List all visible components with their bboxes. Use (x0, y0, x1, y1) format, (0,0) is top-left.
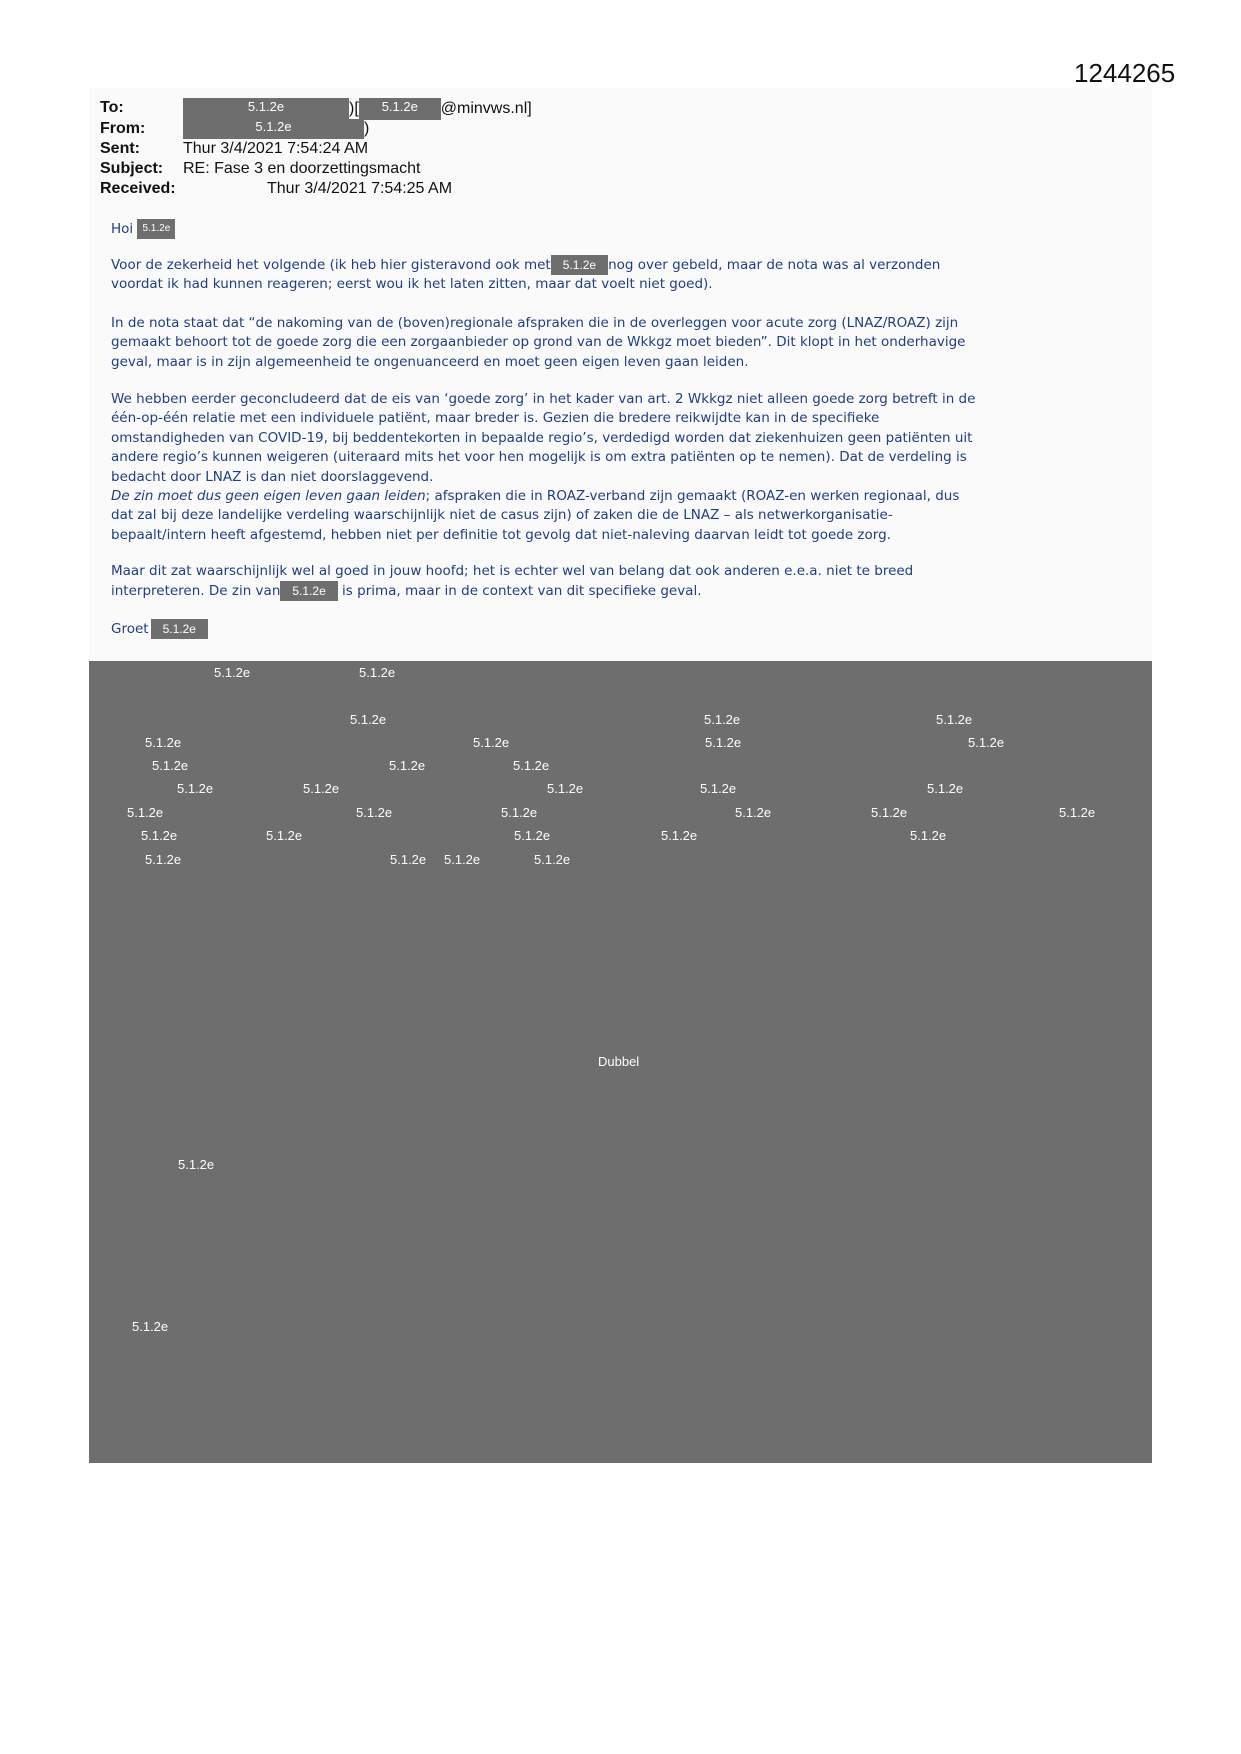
paragraph-4 (111, 562, 913, 602)
redaction: 5.1.2e (551, 255, 608, 275)
subject-label: Subject: (100, 160, 164, 177)
redaction-label: 5.1.2e (303, 781, 340, 796)
text: is prima, maar in de context van dit specifieke geval. (337, 583, 702, 600)
redaction-label: 5.1.2e (936, 712, 973, 727)
received-label: Received: (100, 180, 176, 197)
redaction-label: 5.1.2e (871, 805, 908, 820)
redaction-label: 5.1.2e (178, 1157, 215, 1172)
redaction: 5.1.2e (151, 619, 208, 639)
received-value: Thur 3/4/2021 7:54:25 AM (267, 180, 453, 197)
redaction-label: 5.1.2e (514, 828, 551, 843)
text: nog over gebeld, maar de nota was al verzonden (608, 257, 941, 273)
text: andere regio’s kunnen weigeren (uiteraard mits het voor hen mogelijk is om extra patiënten op te nemen). Dat de verdeling is (111, 449, 967, 466)
paragraph-1 (111, 255, 940, 295)
redaction-label: 5.1.2e (359, 665, 396, 680)
text: gemaakt behoort tot de goede zorg die een zorgaanbieder op grond van de Wkkgz moet bieden”. Dit klopt in het onderhavige (111, 334, 966, 351)
text: bepaalt/intern heeft afgestemd, hebben niet per definitie tot gevolg dat niet-naleving daarvan leidt tot goede zorg. (111, 526, 891, 543)
redaction-label: 5.1.2e (390, 852, 427, 867)
redaction-label: 5.1.2e (356, 805, 393, 820)
text: ; afspraken die in ROAZ-verband zijn gemaakt (ROAZ-en werken regionaal, dus (425, 488, 960, 505)
paragraph-2 (111, 314, 965, 372)
redaction-label: 5.1.2e (910, 828, 947, 843)
from-value (183, 119, 369, 139)
redaction-label: 5.1.2e (141, 828, 178, 843)
to-domain: @minvws.nl] (440, 100, 532, 118)
to-label: To: (100, 99, 124, 116)
redaction-label: 5.1.2e (145, 735, 182, 750)
text: omstandigheden van COVID-19, bij beddentekorten in bepaalde regio’s, verdedigd worden dat ziekenhuizen geen patiënten uit (111, 429, 973, 446)
redaction-label: 5.1.2e (547, 781, 584, 796)
document-number: 1244265 (1074, 58, 1176, 88)
redaction-note: Dubbel (598, 1054, 640, 1069)
redaction-label: 5.1.2e (1059, 805, 1096, 820)
redaction: 5.1.2e (183, 119, 364, 139)
to-separator: )[ (349, 100, 359, 118)
redaction-label: 5.1.2e (705, 735, 742, 750)
redaction-label: 5.1.2e (177, 781, 214, 796)
to-value (183, 98, 532, 120)
redaction-label: 5.1.2e (661, 828, 698, 843)
text: één-op-één relatie met een individuele patiënt, maar breder is. Gezien die bredere reikwijdte kan in de specifieke (111, 410, 880, 427)
redaction-label: 5.1.2e (534, 852, 571, 867)
text: dat zal bij deze landelijke verdeling waarschijnlijk niet de casus zijn) of zaken die de LNAZ – als netwerkorganisatie- (111, 507, 893, 524)
subject-value: RE: Fase 3 en doorzettingsmacht (183, 160, 421, 177)
redaction-label: 5.1.2e (152, 758, 189, 773)
text: In de nota staat dat “de nakoming van de (boven)regionale afspraken die in de overleggen voor acute zorg (LNAZ/ROAZ) zijn (111, 315, 959, 331)
sent-label: Sent: (100, 140, 140, 157)
greeting-text: Hoi (111, 221, 134, 237)
redaction-label: 5.1.2e (927, 781, 964, 796)
redaction-label: 5.1.2e (389, 758, 426, 773)
redaction: 5.1.2e (359, 98, 441, 120)
redaction-label: 5.1.2e (513, 758, 550, 773)
text: bedacht door LNAZ is dan niet doorslaggevend. (111, 468, 434, 485)
text: interpreteren. De zin van (111, 583, 281, 600)
redaction: 5.1.2e (183, 98, 349, 120)
paragraph-3 (111, 390, 975, 545)
text: We hebben eerder geconcludeerd dat de eis van ‘goede zorg’ in het kader van art. 2 Wkkgz niet alleen goede zorg betreft in de (111, 391, 976, 407)
closing (111, 619, 208, 639)
redaction-label: 5.1.2e (350, 712, 387, 727)
text: Maar dit zat waarschijnlijk wel al goed in jouw hoofd; het is echter wel van belang dat ook anderen e.e.a. niet te breed (111, 563, 914, 579)
redaction: 5.1.2e (137, 219, 175, 239)
redacted-block (89, 661, 1152, 1463)
text: geval, maar is in zijn algemeenheid te ongenuanceerd en moet geen eigen leven gaan leiden. (111, 353, 749, 370)
redaction-label: 5.1.2e (704, 712, 741, 727)
text: Voor de zekerheid het volgende (ik heb hier gisteravond ook met (111, 257, 551, 273)
redaction-label: 5.1.2e (444, 852, 481, 867)
redaction-label: 5.1.2e (501, 805, 538, 820)
from-label: From: (100, 120, 146, 137)
redaction-label: 5.1.2e (266, 828, 303, 843)
text: voordat ik had kunnen reageren; eerst wou ik het laten zitten, maar dat voelt niet goed). (111, 276, 713, 293)
italic-text: De zin moet dus geen eigen leven gaan leiden (111, 488, 426, 505)
greeting (111, 219, 175, 239)
redaction: 5.1.2e (280, 581, 337, 601)
redaction-label: 5.1.2e (214, 665, 251, 680)
redaction-label: 5.1.2e (700, 781, 737, 796)
from-suffix: ) (364, 120, 370, 137)
sent-value: Thur 3/4/2021 7:54:24 AM (183, 140, 369, 157)
redaction-label: 5.1.2e (132, 1319, 169, 1334)
redaction-label: 5.1.2e (127, 805, 164, 820)
closing-text: Groet (111, 621, 149, 637)
redaction-label: 5.1.2e (473, 735, 510, 750)
redaction-label: 5.1.2e (968, 735, 1005, 750)
redaction-label: 5.1.2e (145, 852, 182, 867)
redaction-label: 5.1.2e (735, 805, 772, 820)
